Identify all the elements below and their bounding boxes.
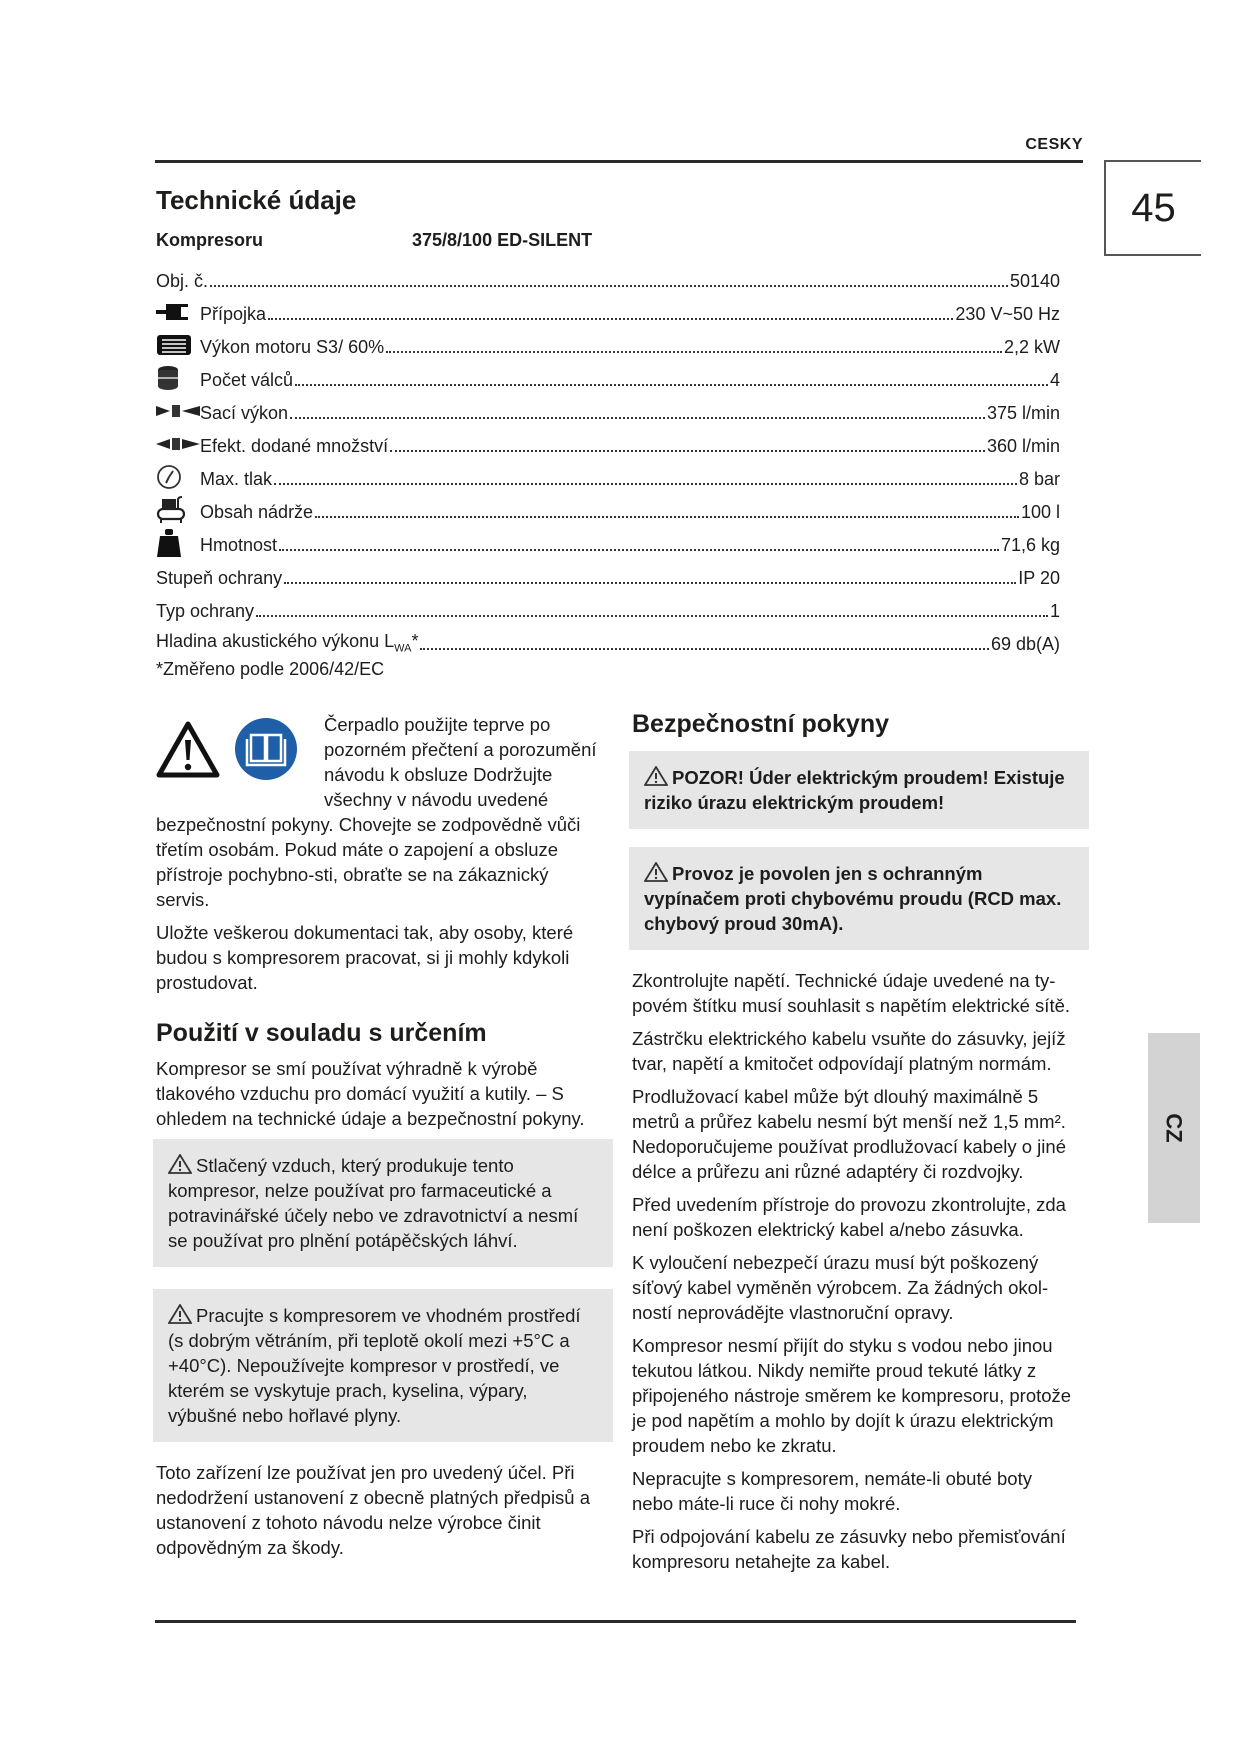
technical-data-title: Technické údaje <box>156 185 357 215</box>
safety-paragraph: Při odpojování kabelu ze zásuvky nebo přemisťování kompresoru netahejte za kabel. <box>632 1526 1066 1572</box>
spec-row-motor-power <box>156 325 1060 358</box>
spec-value: 360 l/min <box>986 436 1060 456</box>
dot-leader <box>279 549 999 551</box>
bottom-rule <box>155 1620 1076 1623</box>
spec-value: IP 20 <box>1018 568 1060 588</box>
safety-paragraph: Zkontrolujte napětí. Technické údaje uvedené na ty-povém štítku musí souhlasit s napětím elektrické sítě. <box>632 970 1071 1016</box>
warning-icon <box>644 862 668 882</box>
safety-paragraph: K vyloučení nebezpečí úrazu musí být poškozený síťový kabel vyměněn výrobcem. Za žádných okol-ností neprovádějte vlastnoruční opravy. <box>632 1252 1049 1323</box>
safety-paragraph: Zástrčku elektrického kabelu vsuňte do zásuvky, jejíž tvar, napětí a kmitočet odpovídají platným normám. <box>632 1028 1066 1074</box>
weight-icon <box>156 530 200 556</box>
liability-paragraph: Toto zařízení lze používat jen pro uvedený účel. Při nedodržení ustanovení z obecně platných předpisů a ustanovení z tohoto návodu nelze výrobce činit odpovědným za škody. <box>156 1462 591 1558</box>
spec-label: Hmotnost <box>200 535 278 555</box>
documentation-paragraph: Uložte veškerou dokumentaci tak, aby osoby, které budou s kompresorem pracovat, si ji mohly kdykoli prostudovat. <box>156 922 574 993</box>
spec-row-intake <box>156 391 1060 424</box>
rcd-warning-text: Provoz je povolen jen s ochranným vypínačem proti chybovému proudu (RCD max. chybový proud 30mA). <box>644 863 1062 934</box>
spec-value: 375 l/min <box>986 403 1060 423</box>
language-side-tab-label: CZ <box>1161 1113 1187 1143</box>
dot-leader <box>315 516 1019 518</box>
safety-paragraph: Prodlužovací kabel může být dlouhý maximálně 5 metrů a průřez kabelu nesmí být menší než 1,5 mm². Nedoporučujeme používat prodlužovací kabely o jiné délce a průřezu ani různé adaptéry či rozdvojky. <box>632 1086 1066 1182</box>
safety-instructions-title: Bezpečnostní pokyny <box>632 710 889 738</box>
gauge-icon <box>156 464 200 490</box>
spec-label: Přípojka <box>200 304 267 324</box>
compressed-air-note-text: Stlačený vzduch, který produkuje tento kompresor, nelze používat pro farmaceutické a potravinářské účely nebo ve zdravotnictví a nesmí se používat pro plnění potápěčských láhví. <box>168 1155 579 1251</box>
spec-row-sound-power <box>156 622 1060 655</box>
page-number-box <box>1104 160 1201 256</box>
spec-row-weight <box>156 523 1060 556</box>
spec-value: 100 l <box>1020 502 1060 522</box>
spec-label: Obsah nádrže <box>200 502 314 522</box>
output-icon <box>156 431 200 457</box>
spec-row-tank-volume <box>156 490 1060 523</box>
spec-row-order-number <box>156 259 1060 292</box>
warning-triangle-icon <box>156 720 220 784</box>
dot-leader <box>256 615 1048 617</box>
dot-leader <box>210 285 1008 287</box>
cylinder-icon <box>156 365 200 391</box>
electric-shock-warning <box>629 751 1089 829</box>
dot-leader <box>386 351 1002 353</box>
safety-paragraph: Kompresor nesmí přijít do styku s vodou nebo jinou tekutou látkou. Nikdy nemiřte proud tekuté látky z připojeného nástroje směrem ke kompresoru, protože je pod napětím a mohlo by dojít k úrazu elektrickým proudem nebo ke zkratu. <box>632 1335 1072 1456</box>
spec-row-cylinders <box>156 358 1060 391</box>
dot-leader <box>284 582 1016 584</box>
tank-icon <box>156 497 200 523</box>
intended-use-title: Použití v souladu s určením <box>156 1019 487 1047</box>
spec-label-asterisk: * <box>411 631 419 652</box>
spec-label: Výkon motoru S3/ 60% <box>200 337 385 357</box>
dot-leader <box>274 483 1017 485</box>
model-label: Kompresoru <box>156 230 264 250</box>
environment-note <box>153 1289 613 1442</box>
spec-label: Efekt. dodané množství <box>200 436 389 456</box>
intro-paragraph: Čerpadlo použijte teprve po pozorném přečtení a porozumění návodu k obsluze Dodržujte všechny v návodu uvedené bezpečnostní pokyny. Chovejte se zodpovědně vůči třetím osobám. Pokud máte o zapojení a obsluze přístroje pochybno-sti, obraťte se na zákaznický servis. <box>156 714 597 910</box>
language-label: CESKY <box>1025 136 1083 153</box>
dot-leader <box>390 450 985 452</box>
dot-leader <box>268 318 953 320</box>
warning-icon <box>644 766 668 786</box>
motor-icon <box>156 332 200 358</box>
environment-note-text: Pracujte s kompresorem ve vhodném prostředí (s dobrým větráním, při teplotě okolí mezi +5°C a +40°C). Nepoužívejte kompresor v prostředí, ve kterém se vyskytuje prach, kyselina, výpary, výbušné nebo hořlavé plyny. <box>168 1305 581 1426</box>
model-value: 375/8/100 ED-SILENT <box>412 230 593 250</box>
page-number: 45 <box>1131 185 1176 230</box>
plug-icon <box>156 299 200 325</box>
spec-value: 8 bar <box>1018 469 1060 489</box>
warning-icon <box>168 1154 192 1174</box>
spec-label: Počet válců <box>200 370 294 390</box>
spec-list <box>156 259 1060 655</box>
spec-label-text: Hladina akustického výkonu L <box>156 631 395 652</box>
spec-row-max-pressure <box>156 457 1060 490</box>
spec-label: Max. tlak <box>200 469 273 489</box>
intake-icon <box>156 398 200 424</box>
spec-label: Obj. č. <box>156 271 209 291</box>
dot-leader <box>290 417 985 419</box>
spec-value: 71,6 kg <box>1000 535 1060 555</box>
dot-leader <box>420 648 988 650</box>
electric-shock-warning-text: POZOR! Úder elektrickým proudem! Existuje riziko úrazu elektrickým proudem! <box>644 767 1065 813</box>
safety-paragraph: Nepracujte s kompresorem, nemáte-li obuté boty nebo máte-li ruce či nohy mokré. <box>632 1468 1032 1514</box>
language-side-tab <box>1148 1033 1200 1223</box>
spec-label: Typ ochrany <box>156 601 255 621</box>
right-column <box>632 712 1077 1582</box>
dot-leader <box>295 384 1048 386</box>
rcd-warning <box>629 847 1089 950</box>
spec-value: 4 <box>1049 370 1060 390</box>
spec-row-protection-type <box>156 589 1060 622</box>
warning-icon <box>168 1304 192 1324</box>
spec-value: 50140 <box>1009 271 1060 291</box>
spec-label-subscript: WA <box>394 643 412 655</box>
spec-label: Stupeň ochrany <box>156 568 283 588</box>
top-rule <box>155 160 1083 163</box>
spec-value: 69 db(A) <box>990 634 1060 654</box>
spec-label: Sací výkon <box>200 403 289 423</box>
spec-value: 1 <box>1049 601 1060 621</box>
spec-value: 230 V~50 Hz <box>955 304 1060 324</box>
intro-icons <box>156 712 316 792</box>
read-manual-icon <box>234 717 298 787</box>
intro-block <box>156 712 601 995</box>
intended-use-text: Kompresor se smí používat výhradně k výrobě tlakového vzduchu pro domácí využití a kutily. – S ohledem na technické údaje a bezpečnostní pokyny. <box>156 1058 585 1129</box>
spec-label <box>156 631 418 655</box>
model-row <box>156 230 1060 251</box>
spec-value: 2,2 kW <box>1003 337 1060 357</box>
spec-row-connection <box>156 292 1060 325</box>
measurement-footnote: *Změřeno podle 2006/42/EC <box>156 659 385 679</box>
technical-data <box>156 185 1060 680</box>
left-column <box>156 712 601 1568</box>
spec-row-effective-output <box>156 424 1060 457</box>
spec-row-protection-degree <box>156 556 1060 589</box>
compressed-air-note <box>153 1139 613 1267</box>
safety-paragraph: Před uvedením přístroje do provozu zkontrolujte, zda není poškozen elektrický kabel a/nebo zásuvka. <box>632 1194 1066 1240</box>
